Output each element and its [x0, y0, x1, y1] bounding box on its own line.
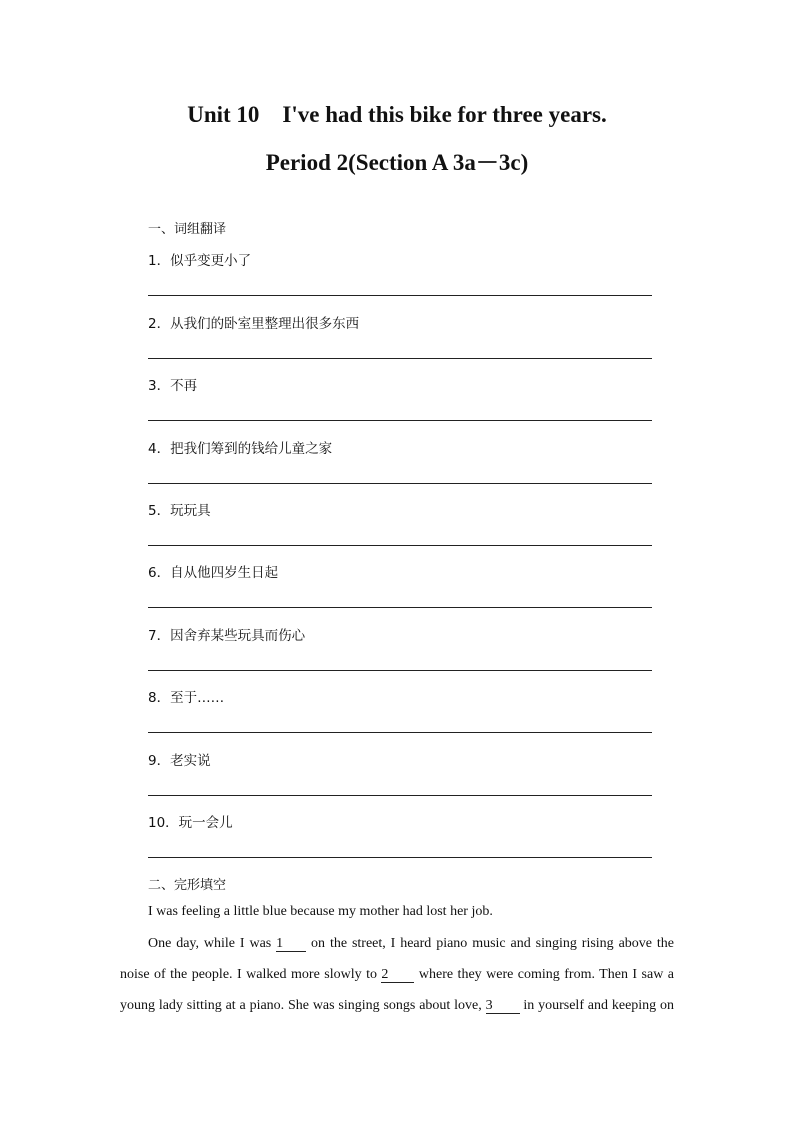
passage-text: young lady sitting at a piano. She was singing songs about love, [120, 998, 486, 1013]
answer-line-1[interactable] [148, 295, 652, 296]
passage-text: where they were coming from. Then I saw a [414, 967, 674, 982]
passage-text: One day, while I was [148, 936, 277, 951]
passage-line-1: I was feeling a little blue because my mother had lost her job. [148, 904, 493, 919]
item-3: 3．不再 [148, 378, 198, 394]
page-title: Unit 10 I've had this bike for three years. [187, 102, 607, 127]
section2-heading: 二、完形填空 [148, 878, 227, 893]
answer-line-2[interactable] [148, 358, 652, 359]
passage-text: in yourself and keeping on [519, 998, 674, 1013]
page-subtitle: Period 2(Section A 3a－3c) [265, 150, 529, 175]
passage-line-4 [120, 998, 674, 1014]
answer-line-9[interactable] [148, 795, 652, 796]
item-1: 1．似乎变更小了 [148, 253, 252, 269]
item-10: 10．玩一会儿 [148, 815, 233, 831]
blank-1[interactable]: 1 [276, 937, 306, 952]
passage-line-3 [120, 967, 674, 983]
blank-2[interactable]: 2 [381, 968, 414, 983]
answer-line-5[interactable] [148, 545, 652, 546]
answer-line-7[interactable] [148, 670, 652, 671]
answer-line-3[interactable] [148, 420, 652, 421]
answer-line-4[interactable] [148, 483, 652, 484]
section1-heading: 一、词组翻译 [148, 222, 227, 237]
item-9: 9．老实说 [148, 753, 211, 769]
passage-line-2 [148, 936, 674, 952]
item-7: 7．因舍弃某些玩具而伤心 [148, 628, 306, 644]
item-8: 8．至于…… [148, 690, 225, 706]
passage-text: on the street, I heard piano music and singing rising above the [306, 936, 674, 951]
item-2: 2．从我们的卧室里整理出很多东西 [148, 316, 360, 332]
answer-line-6[interactable] [148, 607, 652, 608]
answer-line-8[interactable] [148, 732, 652, 733]
answer-line-10[interactable] [148, 857, 652, 858]
item-6: 6．自从他四岁生日起 [148, 565, 279, 581]
item-4: 4．把我们筹到的钱给儿童之家 [148, 441, 333, 457]
blank-3[interactable]: 3 [486, 999, 520, 1014]
item-5: 5．玩玩具 [148, 503, 211, 519]
passage-text: noise of the people. I walked more slowly to [120, 967, 382, 982]
